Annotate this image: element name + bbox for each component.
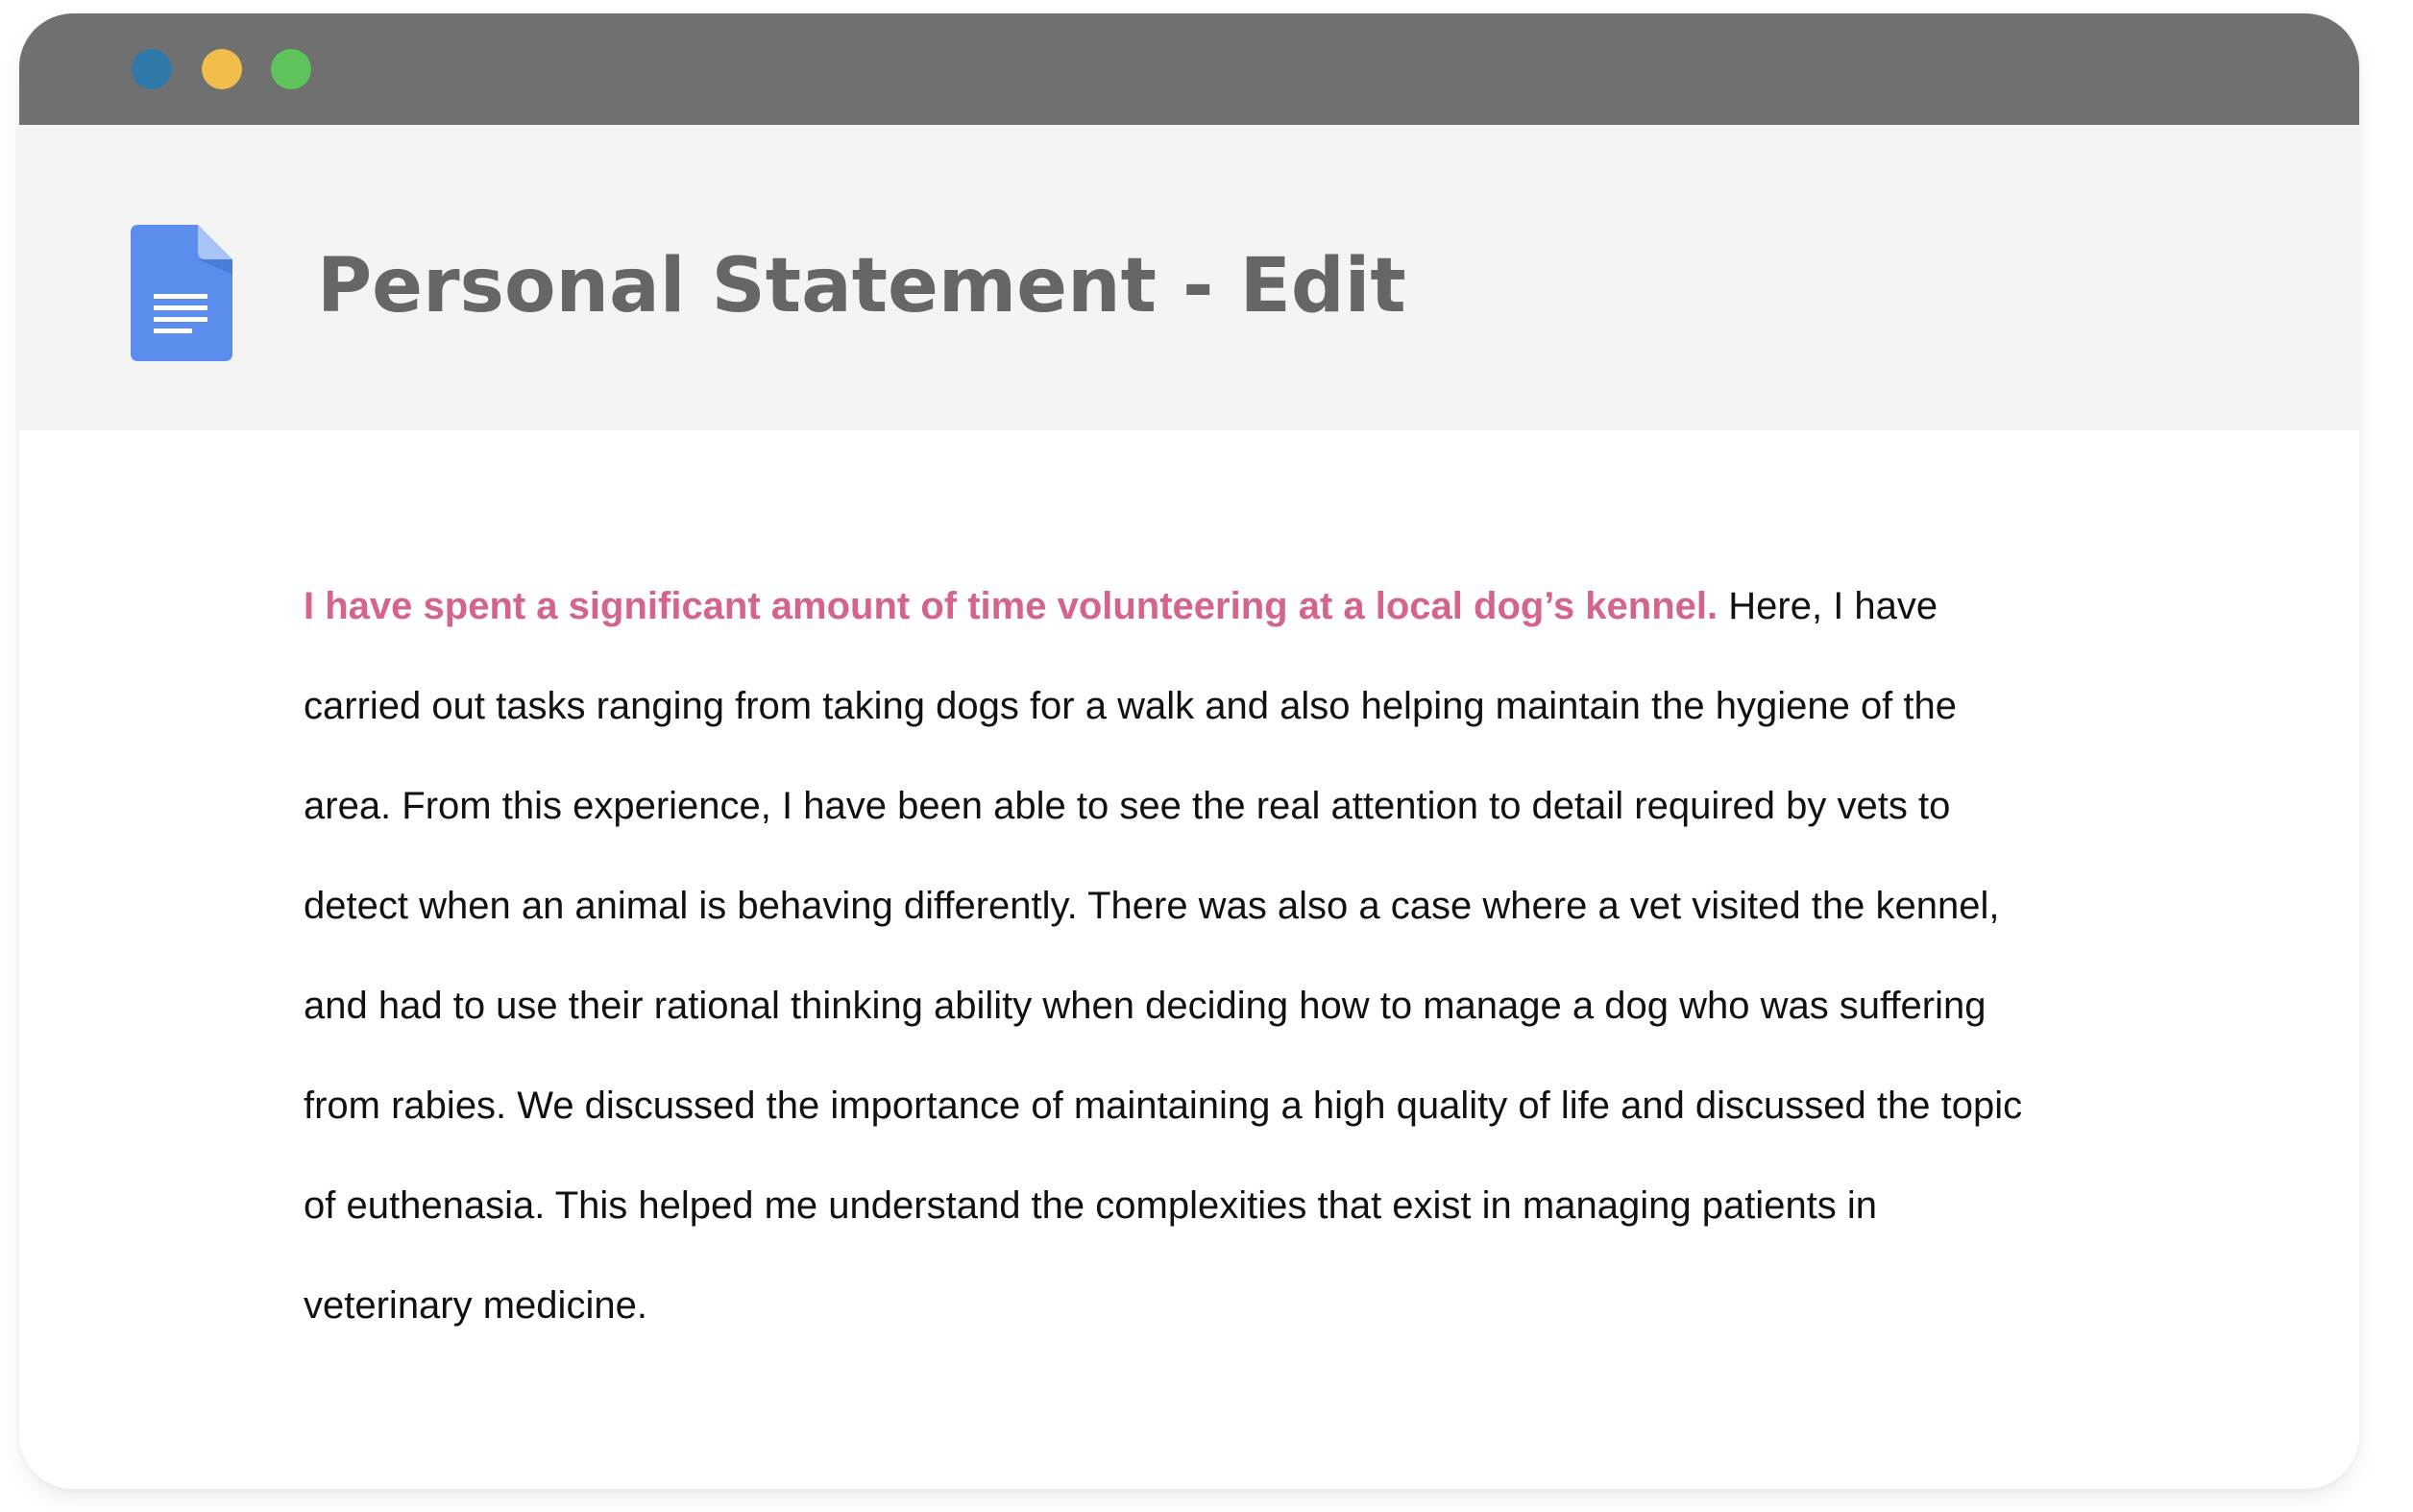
minimize-window-button[interactable] bbox=[202, 49, 242, 89]
document-body[interactable] bbox=[19, 430, 2359, 1489]
window-titlebar bbox=[19, 13, 2359, 125]
document-header bbox=[19, 125, 2359, 430]
highlighted-sentence: I have spent a significant amount of time volunteering at a local dog’s kennel. bbox=[304, 585, 1718, 627]
close-window-button[interactable] bbox=[132, 49, 172, 89]
paragraph-text: Here, I have carried out tasks ranging from taking dogs for a walk and also helping maintain the hygiene of the area. From this experience, I have been able to see the real attention to detail required by vets to detect when an animal is behaving differently. There was also a case where a vet visited the kennel, and had to use their rational thinking ability when deciding how to manage a dog who was suffering from rabies. We discussed the importance of maintaining a high quality of life and discussed the topic of euthenasia. This helped me understand the complexities that exist in managing patients in veterinary medicine. bbox=[304, 585, 2023, 1327]
app-window bbox=[19, 13, 2359, 1489]
document-title: Personal Statement - Edit bbox=[317, 243, 1406, 329]
maximize-window-button[interactable] bbox=[271, 49, 311, 89]
google-docs-icon bbox=[131, 225, 232, 361]
statement-paragraph[interactable] bbox=[304, 556, 2052, 1355]
